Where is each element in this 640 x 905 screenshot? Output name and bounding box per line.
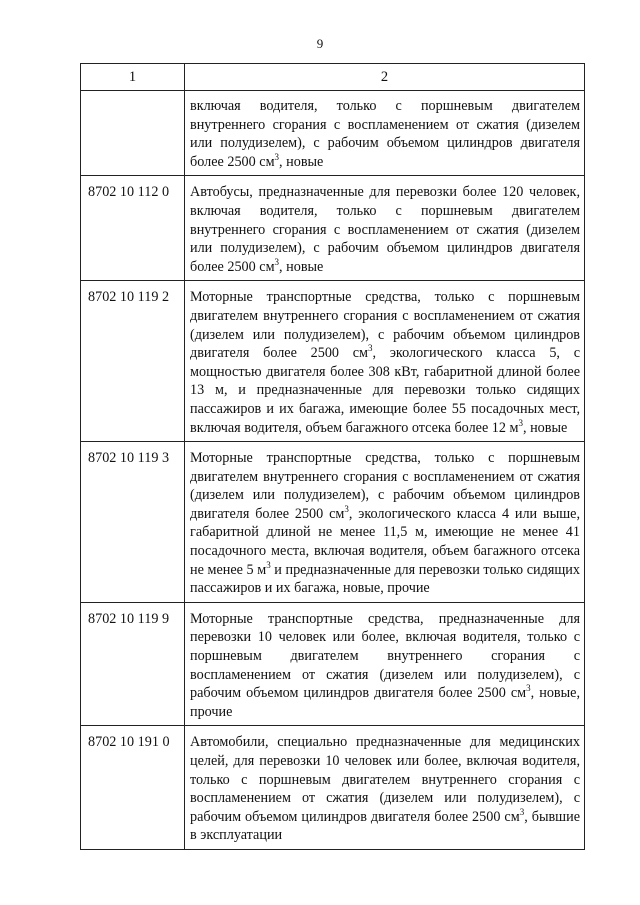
table-row <box>81 91 585 176</box>
tariff-table <box>80 63 585 850</box>
tariff-description: Автомобили, специально предназначенные для медицинских целей, для перевозки 10 человек или более, включая водителя, только с поршневым двигателем внутреннего сгорания с воспламенением от сжатия (дизелем или полудизелем), с рабочим объемом цилиндров двигателя более 2500 $см^3$, бывшие в эксплуатации <box>185 726 585 850</box>
tariff-code: 8702 10 191 0 <box>81 726 185 850</box>
table-row <box>81 281 585 442</box>
tariff-description: Автобусы, предназначенные для перевозки более 120 человек, включая водителя, только с поршневым двигателем внутреннего сгорания с воспламенением от сжатия (дизелем или полудизелем), с рабочим объемом цилиндров двигателя более 2500 $см^3$, новые <box>185 176 585 281</box>
table-row <box>81 726 585 850</box>
table-row <box>81 602 585 726</box>
tariff-code: 8702 10 119 3 <box>81 442 185 603</box>
tariff-code <box>81 91 185 176</box>
page-number: 9 <box>316 36 324 51</box>
tariff-code: 8702 10 119 2 <box>81 281 185 442</box>
column-header-1: 1 <box>81 64 185 91</box>
column-header-2: 2 <box>185 64 585 91</box>
header-row <box>81 64 585 91</box>
table-row <box>81 442 585 603</box>
tariff-code: 8702 10 112 0 <box>81 176 185 281</box>
tariff-description: включая водителя, только с поршневым двигателем внутреннего сгорания с воспламенением от сжатия (дизелем или полудизелем), с рабочим объемом цилиндров двигателя более 2500 $см^3$, новые <box>185 91 585 176</box>
tariff-description: Моторные транспортные средства, предназначенные для перевозки 10 человек или более, включая водителя, только с поршневым двигателем внутреннего сгорания с воспламенением от сжатия (дизелем или полудизелем), с рабочим объемом цилиндров двигателя более 2500 $см^3$, новые, прочие <box>185 602 585 726</box>
table-row <box>81 176 585 281</box>
tariff-description: Моторные транспортные средства, только с поршневым двигателем внутреннего сгорания с воспламенением от сжатия (дизелем или полудизелем), с рабочим объемом цилиндров двигателя более 2500 $см^3$, экологического класса 4 или выше, габаритной длиной не менее 11,5 м, имеющие не менее 41 посадочного места, включая водителя, объем багажного отсека не менее 5 $м^3$ и предназначенные для перевозки только сидящих пассажиров и их багажа, новые, прочие <box>185 442 585 603</box>
tariff-description: Моторные транспортные средства, только с поршневым двигателем внутреннего сгорания с воспламенением от сжатия (дизелем или полудизелем), с рабочим объемом цилиндров двигателя более 2500 $см^3$, экологического класса 5, с мощностью двигателя более 308 кВт, габаритной длиной более 13 м, и предназначенные для перевозки только сидящих пассажиров и их багажа, имеющие более 55 посадочных мест, включая водителя, объем багажного отсека более 12 $м^3$, новые <box>185 281 585 442</box>
tariff-code: 8702 10 119 9 <box>81 602 185 726</box>
